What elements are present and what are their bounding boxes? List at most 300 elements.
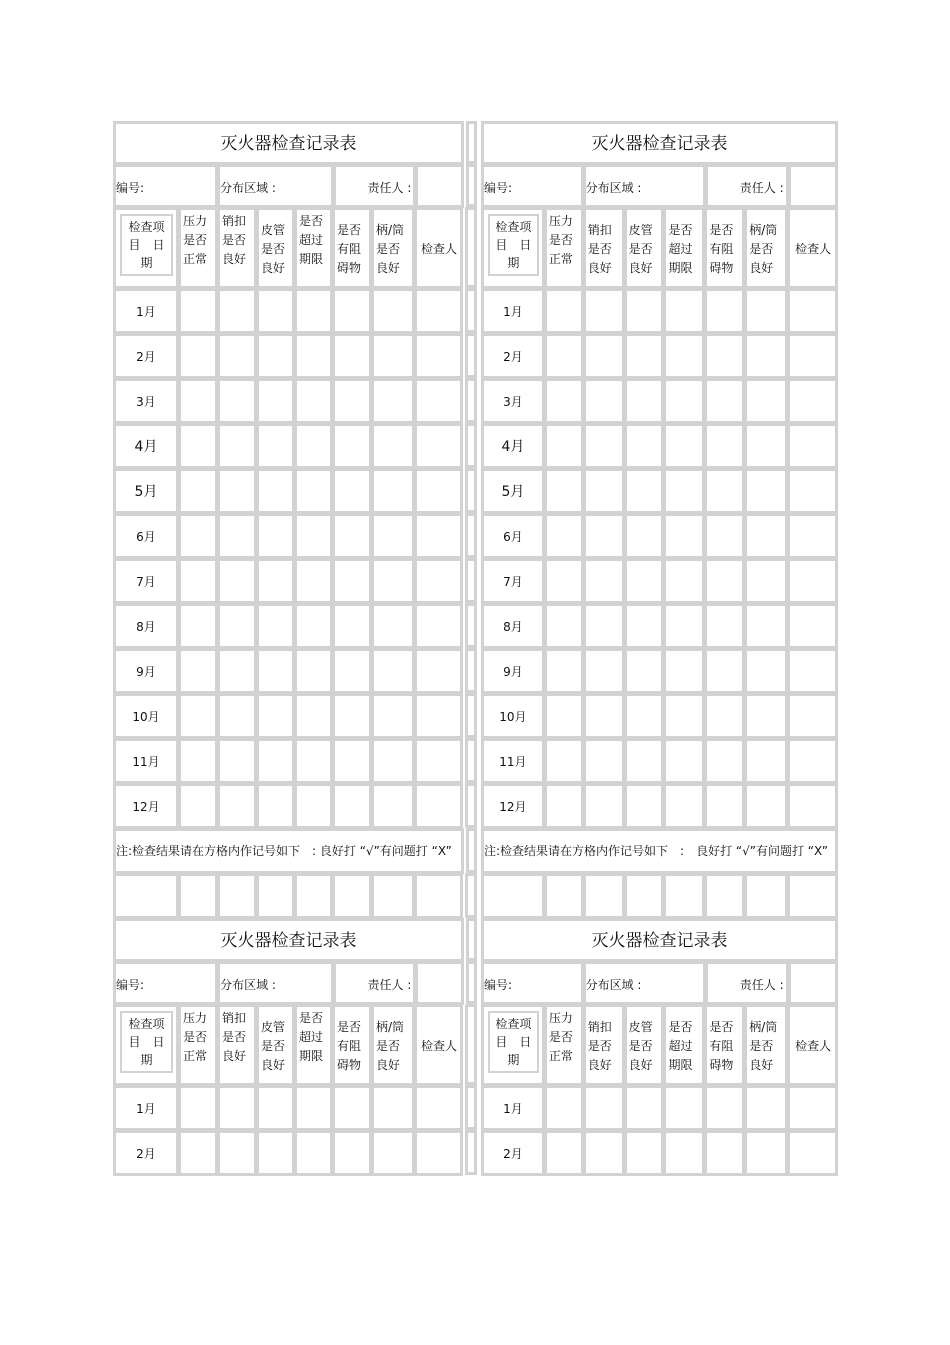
check-cell[interactable]	[583, 558, 625, 604]
check-cell[interactable]	[663, 468, 705, 514]
column-header-label: 是否超过期限	[668, 1019, 693, 1072]
check-cell[interactable]	[624, 738, 665, 784]
column-header-label: 皮管是否良好	[261, 1019, 286, 1072]
check-cell[interactable]	[544, 378, 584, 424]
right-form-row	[481, 828, 837, 873]
check-cell[interactable]	[178, 423, 218, 469]
check-cell[interactable]	[704, 513, 745, 559]
check-cell[interactable]	[744, 1085, 788, 1131]
month-label: 12月	[113, 783, 179, 829]
month-label: 3月	[481, 378, 545, 424]
check-cell[interactable]	[583, 1130, 625, 1176]
check-cell[interactable]	[217, 558, 257, 604]
check-cell[interactable]	[787, 513, 838, 559]
check-cell[interactable]	[217, 378, 257, 424]
check-cell[interactable]	[217, 693, 257, 739]
column-header-label: 是否超过期限	[299, 1011, 324, 1063]
check-cell[interactable]	[704, 288, 745, 334]
date-item-label: 检查项目 日期	[120, 214, 173, 276]
area-field	[217, 961, 334, 1005]
check-cell[interactable]	[744, 333, 788, 379]
check-cell[interactable]	[217, 603, 257, 649]
column-header-label: 销扣是否良好	[222, 1011, 247, 1063]
check-cell[interactable]	[583, 378, 625, 424]
column-header-label: 皮管是否良好	[628, 1019, 653, 1072]
check-cell[interactable]	[371, 333, 415, 379]
check-cell[interactable]	[414, 1085, 463, 1131]
check-cell[interactable]	[178, 738, 218, 784]
left-form-row	[113, 693, 462, 738]
check-cell[interactable]	[371, 513, 415, 559]
check-cell[interactable]	[663, 603, 705, 649]
check-cell[interactable]	[332, 378, 372, 424]
check-cell[interactable]	[332, 558, 372, 604]
check-cell[interactable]	[414, 558, 463, 604]
blank-cell	[294, 873, 333, 919]
check-cell[interactable]	[744, 468, 788, 514]
check-cell[interactable]	[787, 1130, 838, 1176]
check-cell[interactable]	[663, 378, 705, 424]
check-cell[interactable]	[583, 738, 625, 784]
check-cell[interactable]	[217, 288, 257, 334]
person-value-field	[415, 164, 464, 208]
check-cell[interactable]	[704, 1130, 745, 1176]
column-separator	[465, 648, 477, 693]
column-header	[744, 1004, 788, 1086]
check-cell[interactable]	[217, 738, 257, 784]
column-header	[704, 1004, 745, 1086]
check-cell[interactable]	[256, 468, 295, 514]
column-header	[371, 207, 415, 289]
right-form-row	[481, 1004, 837, 1085]
column-header-label: 皮管是否良好	[628, 222, 653, 275]
column-header	[217, 1004, 257, 1086]
check-cell[interactable]	[217, 333, 257, 379]
check-cell[interactable]	[256, 513, 295, 559]
check-cell[interactable]	[294, 603, 333, 649]
check-cell[interactable]	[414, 513, 463, 559]
month-label: 4月	[481, 423, 545, 469]
check-cell[interactable]	[663, 783, 705, 829]
month-label: 11月	[113, 738, 179, 784]
check-cell[interactable]	[294, 468, 333, 514]
area-label: 分布区域 :	[220, 978, 276, 992]
check-cell[interactable]	[371, 1085, 415, 1131]
check-cell[interactable]	[583, 423, 625, 469]
check-cell[interactable]	[544, 333, 584, 379]
check-cell[interactable]	[704, 1085, 745, 1131]
sheet-row	[113, 333, 837, 378]
check-cell[interactable]	[294, 333, 333, 379]
left-form-row	[113, 164, 463, 207]
date-item-label: 检查项目 日期	[488, 1011, 539, 1073]
check-cell[interactable]	[663, 513, 705, 559]
check-cell[interactable]	[217, 648, 257, 694]
check-cell[interactable]	[787, 1085, 838, 1131]
check-cell[interactable]	[332, 288, 372, 334]
check-cell[interactable]	[332, 603, 372, 649]
check-cell[interactable]	[744, 378, 788, 424]
check-cell[interactable]	[217, 783, 257, 829]
check-cell[interactable]	[704, 603, 745, 649]
check-cell[interactable]	[744, 648, 788, 694]
check-cell[interactable]	[332, 1085, 372, 1131]
check-cell[interactable]	[624, 288, 665, 334]
check-cell[interactable]	[332, 738, 372, 784]
check-cell[interactable]	[332, 783, 372, 829]
check-cell[interactable]	[178, 288, 218, 334]
column-separator	[465, 558, 477, 603]
month-label: 10月	[481, 693, 545, 739]
check-cell[interactable]	[583, 783, 625, 829]
left-form-row	[113, 378, 462, 423]
left-form-row	[113, 918, 463, 961]
check-cell[interactable]	[624, 1130, 665, 1176]
right-form-row	[481, 378, 837, 423]
check-cell[interactable]	[544, 603, 584, 649]
check-cell[interactable]	[744, 558, 788, 604]
check-cell[interactable]	[371, 468, 415, 514]
check-cell[interactable]	[704, 558, 745, 604]
check-cell[interactable]	[332, 513, 372, 559]
column-header-label: 是否超过期限	[299, 214, 324, 266]
check-cell[interactable]	[544, 468, 584, 514]
column-header	[704, 207, 745, 289]
check-cell[interactable]	[663, 333, 705, 379]
column-header-label: 是否有阻碍物	[709, 222, 734, 275]
month-label: 2月	[481, 333, 545, 379]
check-cell[interactable]	[332, 423, 372, 469]
check-cell[interactable]	[787, 783, 838, 829]
column-header-label: 压力是否正常	[183, 214, 208, 266]
check-cell[interactable]	[663, 693, 705, 739]
inspection-record-sheet	[113, 121, 837, 1175]
check-cell[interactable]	[332, 468, 372, 514]
check-cell[interactable]	[787, 468, 838, 514]
sheet-row	[113, 648, 837, 693]
check-cell[interactable]	[624, 468, 665, 514]
check-cell[interactable]	[256, 783, 295, 829]
column-header	[256, 1004, 295, 1086]
check-cell[interactable]	[663, 738, 705, 784]
check-cell[interactable]	[704, 693, 745, 739]
check-cell[interactable]	[371, 1130, 415, 1176]
column-header	[583, 1004, 625, 1086]
check-cell[interactable]	[371, 783, 415, 829]
check-cell[interactable]	[544, 1085, 584, 1131]
check-cell[interactable]	[371, 603, 415, 649]
check-cell[interactable]	[544, 558, 584, 604]
sheet-row	[113, 828, 837, 873]
check-cell[interactable]	[256, 648, 295, 694]
check-cell[interactable]	[787, 378, 838, 424]
form-title: 灭火器检查记录表	[481, 121, 838, 165]
check-cell[interactable]	[414, 1130, 463, 1176]
month-label: 2月	[481, 1130, 545, 1176]
check-cell[interactable]	[371, 558, 415, 604]
check-cell[interactable]	[414, 378, 463, 424]
check-cell[interactable]	[787, 648, 838, 694]
check-cell[interactable]	[744, 603, 788, 649]
right-form-row	[481, 333, 837, 378]
month-label: 5月	[481, 468, 545, 514]
check-cell[interactable]	[414, 693, 463, 739]
check-cell[interactable]	[787, 603, 838, 649]
check-cell[interactable]	[371, 288, 415, 334]
check-cell[interactable]	[256, 603, 295, 649]
form-title: 灭火器检查记录表	[113, 918, 464, 962]
check-cell[interactable]	[294, 423, 333, 469]
sheet-row	[113, 1085, 837, 1130]
check-cell[interactable]	[744, 423, 788, 469]
blank-cell	[704, 873, 745, 919]
check-cell[interactable]	[332, 648, 372, 694]
sheet-row	[113, 423, 837, 468]
check-cell[interactable]	[178, 783, 218, 829]
date-item-label: 检查项目 日期	[488, 214, 539, 276]
check-cell[interactable]	[744, 693, 788, 739]
person-field	[705, 961, 789, 1005]
check-cell[interactable]	[294, 693, 333, 739]
check-cell[interactable]	[371, 423, 415, 469]
check-cell[interactable]	[332, 333, 372, 379]
column-header-label: 是否有阻碍物	[337, 222, 362, 275]
check-cell[interactable]	[744, 1130, 788, 1176]
blank-cell	[787, 873, 838, 919]
check-cell[interactable]	[178, 1130, 218, 1176]
check-cell[interactable]	[663, 288, 705, 334]
blank-cell	[217, 873, 257, 919]
check-cell[interactable]	[178, 603, 218, 649]
check-cell[interactable]	[217, 513, 257, 559]
check-cell[interactable]	[663, 423, 705, 469]
check-cell[interactable]	[704, 333, 745, 379]
check-cell[interactable]	[256, 288, 295, 334]
check-cell[interactable]	[178, 648, 218, 694]
check-cell[interactable]	[294, 1085, 333, 1131]
check-cell[interactable]	[544, 648, 584, 694]
column-separator	[466, 918, 477, 961]
check-cell[interactable]	[332, 1130, 372, 1176]
month-label: 1月	[113, 288, 179, 334]
area-label: 分布区域 :	[220, 181, 276, 195]
left-form-row	[113, 1130, 462, 1175]
check-cell[interactable]	[544, 1130, 584, 1176]
check-cell[interactable]	[544, 783, 584, 829]
check-cell[interactable]	[256, 693, 295, 739]
check-cell[interactable]	[414, 423, 463, 469]
check-cell[interactable]	[787, 558, 838, 604]
area-field	[583, 164, 706, 208]
left-form-row	[113, 558, 462, 603]
check-cell[interactable]	[704, 783, 745, 829]
check-cell[interactable]	[217, 423, 257, 469]
check-cell[interactable]	[294, 738, 333, 784]
check-cell[interactable]	[294, 648, 333, 694]
check-cell[interactable]	[294, 513, 333, 559]
check-cell[interactable]	[178, 468, 218, 514]
right-form-row	[481, 288, 837, 333]
check-cell[interactable]	[624, 603, 665, 649]
column-header	[178, 1004, 218, 1086]
check-cell[interactable]	[744, 738, 788, 784]
column-header	[787, 207, 838, 289]
check-cell[interactable]	[371, 378, 415, 424]
month-label: 2月	[113, 333, 179, 379]
check-cell[interactable]	[583, 468, 625, 514]
sheet-row	[113, 693, 837, 738]
check-cell[interactable]	[371, 738, 415, 784]
check-cell[interactable]	[178, 558, 218, 604]
check-cell[interactable]	[256, 738, 295, 784]
check-cell[interactable]	[256, 378, 295, 424]
check-cell[interactable]	[787, 693, 838, 739]
check-cell[interactable]	[178, 513, 218, 559]
month-label: 8月	[113, 603, 179, 649]
check-cell[interactable]	[583, 693, 625, 739]
check-cell[interactable]	[414, 288, 463, 334]
check-cell[interactable]	[583, 648, 625, 694]
column-separator	[465, 738, 477, 783]
check-cell[interactable]	[217, 1130, 257, 1176]
column-separator	[465, 783, 477, 828]
check-cell[interactable]	[256, 333, 295, 379]
check-cell[interactable]	[583, 1085, 625, 1131]
month-label: 2月	[113, 1130, 179, 1176]
sheet-row	[113, 513, 837, 558]
person-value-field	[415, 961, 464, 1005]
check-cell[interactable]	[624, 693, 665, 739]
check-cell[interactable]	[414, 468, 463, 514]
check-cell[interactable]	[178, 693, 218, 739]
sheet-row	[113, 1004, 837, 1085]
check-cell[interactable]	[178, 378, 218, 424]
check-cell[interactable]	[371, 648, 415, 694]
left-form-row	[113, 513, 462, 558]
check-cell[interactable]	[787, 738, 838, 784]
blank-cell	[481, 873, 545, 919]
check-cell[interactable]	[294, 558, 333, 604]
check-cell[interactable]	[663, 648, 705, 694]
check-cell[interactable]	[294, 1130, 333, 1176]
month-label: 9月	[481, 648, 545, 694]
left-form-row	[113, 1004, 462, 1085]
sheet-row	[113, 378, 837, 423]
check-cell[interactable]	[787, 423, 838, 469]
check-cell[interactable]	[624, 558, 665, 604]
check-cell[interactable]	[294, 783, 333, 829]
check-cell[interactable]	[704, 378, 745, 424]
check-cell[interactable]	[704, 738, 745, 784]
check-cell[interactable]	[256, 558, 295, 604]
column-header	[178, 207, 218, 289]
check-cell[interactable]	[178, 333, 218, 379]
check-cell[interactable]	[544, 423, 584, 469]
person-label: 责任人 :	[367, 978, 412, 992]
check-cell[interactable]	[624, 378, 665, 424]
check-cell[interactable]	[624, 333, 665, 379]
column-header-label: 柄/筒是否良好	[749, 1019, 778, 1072]
check-cell[interactable]	[787, 288, 838, 334]
person-label: 责任人 :	[739, 978, 784, 992]
check-cell[interactable]	[414, 603, 463, 649]
check-cell[interactable]	[704, 423, 745, 469]
column-separator	[465, 693, 477, 738]
date-item-header	[481, 207, 545, 289]
check-cell[interactable]	[544, 288, 584, 334]
check-cell[interactable]	[744, 513, 788, 559]
month-label: 7月	[113, 558, 179, 604]
check-cell[interactable]	[544, 513, 584, 559]
check-cell[interactable]	[217, 1085, 257, 1131]
check-cell[interactable]	[624, 423, 665, 469]
month-label: 1月	[113, 1085, 179, 1131]
right-form-row	[481, 873, 837, 918]
check-cell[interactable]	[217, 468, 257, 514]
check-cell[interactable]	[414, 648, 463, 694]
check-cell[interactable]	[624, 513, 665, 559]
left-form-row	[113, 207, 462, 288]
area-field	[217, 164, 334, 208]
column-header-label: 检查人	[795, 241, 832, 256]
area-field	[583, 961, 706, 1005]
check-cell[interactable]	[663, 558, 705, 604]
check-cell[interactable]	[414, 333, 463, 379]
month-label: 4月	[113, 423, 179, 469]
check-cell[interactable]	[294, 378, 333, 424]
check-cell[interactable]	[663, 1085, 705, 1131]
check-cell[interactable]	[583, 288, 625, 334]
check-cell[interactable]	[371, 693, 415, 739]
right-form-row	[481, 648, 837, 693]
check-cell[interactable]	[256, 423, 295, 469]
person-field	[333, 961, 416, 1005]
check-cell[interactable]	[624, 783, 665, 829]
check-cell[interactable]	[178, 1085, 218, 1131]
check-cell[interactable]	[583, 513, 625, 559]
check-cell[interactable]	[704, 468, 745, 514]
check-cell[interactable]	[704, 648, 745, 694]
check-cell[interactable]	[414, 783, 463, 829]
right-form-row	[481, 1085, 837, 1130]
check-cell[interactable]	[294, 288, 333, 334]
column-header	[294, 207, 333, 289]
right-form-row	[481, 693, 837, 738]
check-cell[interactable]	[332, 693, 372, 739]
number-field	[481, 961, 584, 1005]
column-header	[414, 207, 463, 289]
check-cell[interactable]	[744, 288, 788, 334]
check-cell[interactable]	[256, 1085, 295, 1131]
column-header-label: 是否有阻碍物	[337, 1019, 362, 1072]
column-header-label: 柄/筒是否良好	[376, 222, 405, 275]
check-cell[interactable]	[544, 738, 584, 784]
column-header-label: 压力是否正常	[548, 1011, 573, 1063]
check-cell[interactable]	[624, 1085, 665, 1131]
column-header	[256, 207, 295, 289]
check-cell[interactable]	[583, 333, 625, 379]
check-cell[interactable]	[663, 1130, 705, 1176]
check-cell[interactable]	[624, 648, 665, 694]
column-header	[332, 1004, 372, 1086]
check-cell[interactable]	[414, 738, 463, 784]
column-header	[544, 1004, 584, 1086]
check-cell[interactable]	[744, 783, 788, 829]
check-cell[interactable]	[256, 1130, 295, 1176]
check-cell[interactable]	[787, 333, 838, 379]
check-cell[interactable]	[583, 603, 625, 649]
check-cell[interactable]	[544, 693, 584, 739]
